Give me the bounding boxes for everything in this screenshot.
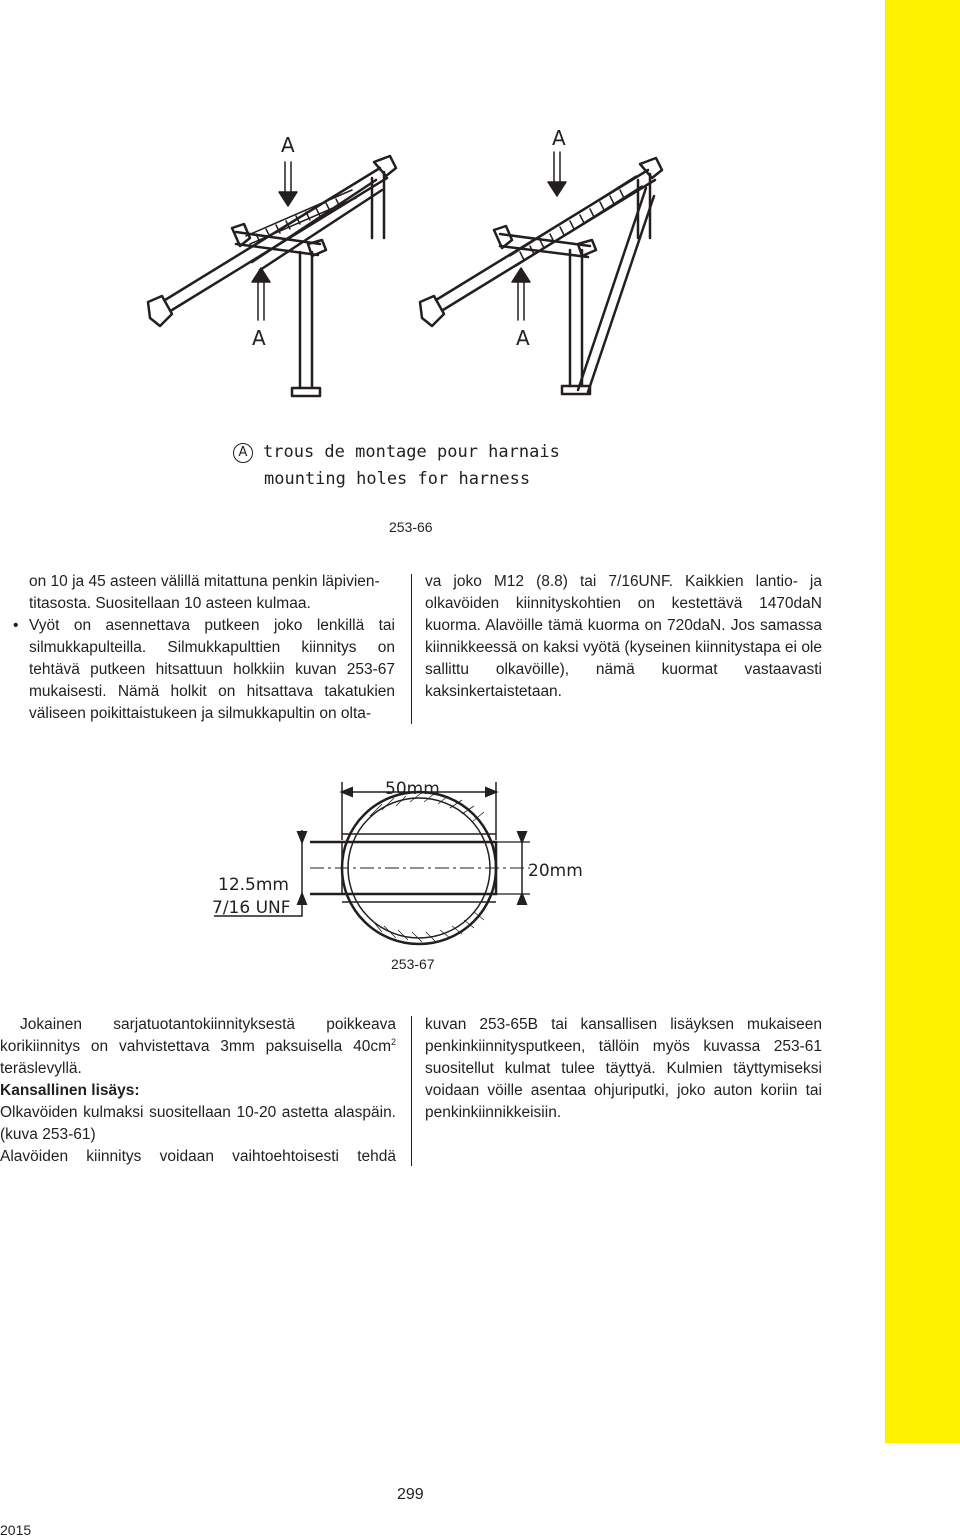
text-line: titasosta. Suositellaan 10 asteen kulmaa. — [29, 595, 311, 612]
figure-caption-253-67: 253-67 — [391, 956, 435, 972]
footer-year: 2015 — [0, 1522, 32, 1538]
bullet-paragraph — [13, 615, 395, 725]
column-divider-2 — [411, 1016, 412, 1166]
paragraph: kuvan 253-65B tai kansallisen lisäyksen mukaiseen penkinkiinnitysputkeen, tällöin myös kuvassa 253-61 suositellut kulmat tulee täyttyä. Kulmien täyttymiseksi voidaan vöille asentaa ohjuriputki, joko auton koriin tai penkinkiinnikkeisiin. — [425, 1016, 822, 1121]
page-number: 299 — [397, 1486, 424, 1503]
legend-a-symbol: A — [233, 443, 253, 463]
right-frame-drawing — [420, 158, 662, 394]
figure-caption-253-66: 253-66 — [389, 519, 433, 535]
bushing-figure — [200, 770, 620, 950]
paragraph-text: Jokainen sarjatuotantokiinnityksestä poikkeava korikiinnitys on vahvistettava 3mm paksuisella 40cm — [0, 1016, 396, 1055]
dim-20mm: 20mm — [528, 861, 583, 881]
legend-line-1 — [233, 439, 560, 466]
label-a-bottom-left: A — [252, 326, 266, 350]
left-frame-drawing — [148, 156, 396, 396]
section2-right-column — [425, 1014, 822, 1124]
bullet-icon: • — [13, 617, 19, 634]
label-a-top-right: A — [552, 126, 566, 150]
bullet-paragraph-text: Vyöt on asennettava putkeen joko lenkillä tai silmukkapulteilla. Silmukkapulttien kiinnitys on tehtävä putkeen hitsattuun holkkiin kuvan 253-67 mukaisesti. Nämä holkit on hitsattava takatukien väliseen poikittaistukeen ja silmukkapultin on olta- — [29, 617, 395, 722]
paragraph: Olkavöiden kulmaksi suositellaan 10-20 astetta alaspäin. (kuva 253-61) — [0, 1104, 396, 1143]
figure-legend — [233, 439, 560, 493]
text-line: on 10 ja 45 asteen välillä mitattuna penkin läpivien- — [29, 573, 380, 590]
column-divider — [411, 574, 412, 724]
paragraph: Alavöiden kiinnitys voidaan vaihtoehtoisesti tehdä — [0, 1148, 396, 1165]
legend-text-fr: trous de montage pour harnais — [263, 442, 560, 462]
section2-left-column — [0, 1014, 396, 1168]
paragraph-text-end: teräslevyllä. — [0, 1060, 82, 1077]
superscript: 2 — [390, 1036, 396, 1047]
label-a-bottom-right: A — [516, 326, 530, 350]
dim-50mm: 50mm — [385, 779, 440, 799]
side-tab-bar — [885, 0, 960, 1443]
harness-mount-figure — [0, 0, 885, 420]
dim-12-5mm: 12.5mm — [218, 875, 289, 895]
dim-7-16-unf: 7/16 UNF — [212, 898, 291, 918]
section1-right-column — [425, 571, 822, 703]
paragraph: va joko M12 (8.8) tai 7/16UNF. Kaikkien lantio- ja olkavöiden kiinnityskohtien on kestettävä 1470daN kuorma. Alavöille tämä kuorma on 720daN. Jos samassa kiinnikkeessä on kaksi vyötä (kyseinen kiinnitystapa ei ole sallittu olkavöille), nämä kuormat vastaavasti kaksinkertaistetaan. — [425, 573, 822, 700]
paragraph — [0, 1014, 396, 1080]
label-a-top-left: A — [281, 133, 295, 157]
section1-left-column — [13, 571, 395, 725]
legend-line-2: mounting holes for harness — [264, 469, 531, 489]
section-heading: Kansallinen lisäys: — [0, 1082, 140, 1099]
